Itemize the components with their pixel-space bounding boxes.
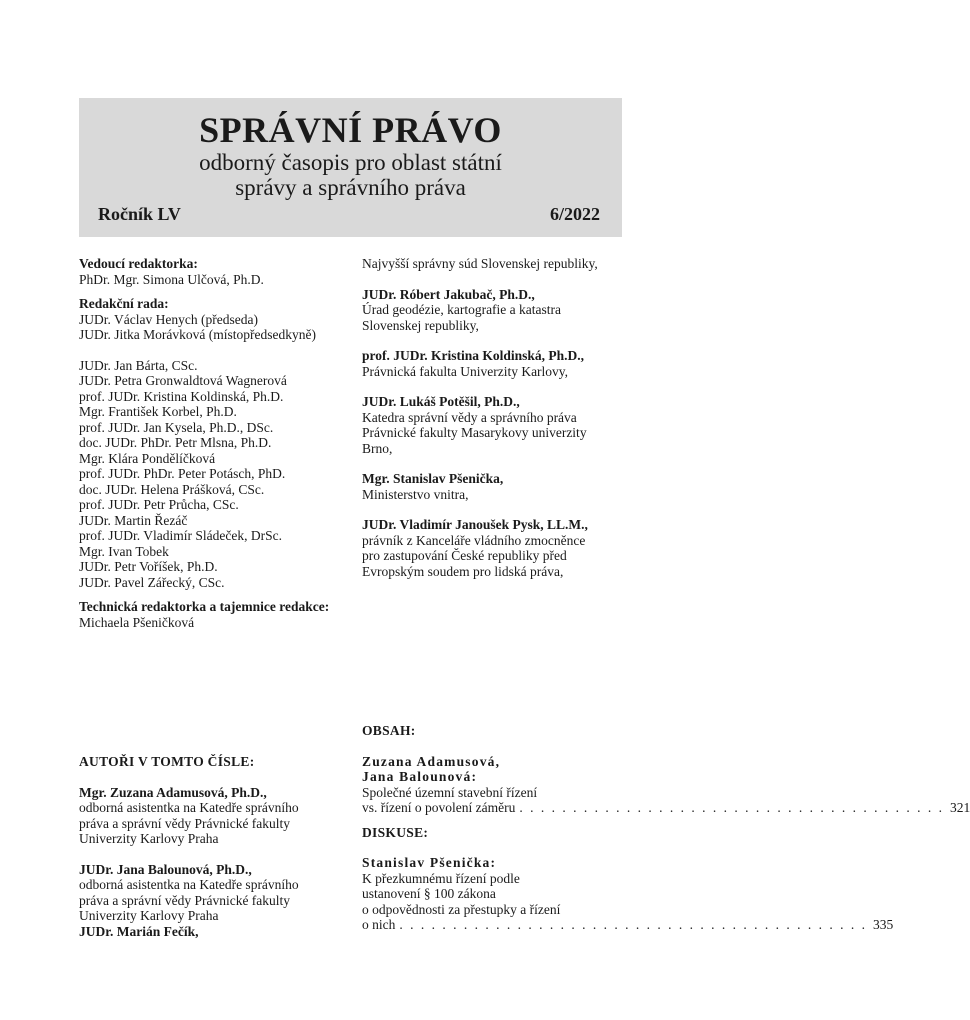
- author-name: JUDr. Jana Balounová, Ph.D.,: [79, 861, 252, 877]
- issue-number: 6/2022: [549, 204, 600, 224]
- leader-dots: . . . . . . . . . . . . . . . . . . . . . . . . . . . . . . . . . . . . . . . .: [519, 800, 944, 815]
- board-member: JUDr. Jan Bárta, CSc.: [79, 357, 198, 373]
- subtitle-line: správy a správního práva: [235, 175, 466, 200]
- board-member: Mgr. Ivan Tobek: [79, 543, 169, 559]
- affiliation-line: Ministerstvo vnitra,: [362, 486, 469, 502]
- journal-title: SPRÁVNÍ PRÁVO: [199, 110, 502, 150]
- volume-label: Ročník LV: [98, 204, 181, 224]
- author-name: Mgr. Zuzana Adamusová, Ph.D.,: [79, 784, 267, 800]
- board-entry-name: Mgr. Stanislav Pšenička,: [362, 471, 504, 486]
- toc-author: Stanislav Pšenička:: [362, 855, 497, 870]
- editorial-board: [79, 256, 349, 630]
- authors-heading: AUTOŘI V TOMTO ČÍSLE:: [79, 754, 255, 769]
- board-member: prof. JUDr. Kristina Koldinská, Ph.D.: [79, 388, 284, 404]
- toc-author: Zuzana Adamusová,: [362, 753, 501, 769]
- board-entry-name: JUDr. Róbert Jakubač, Ph.D.,: [362, 286, 535, 302]
- toc-title-line: o odpovědnosti za přestupky a řízení: [362, 901, 561, 917]
- board-member: prof. JUDr. PhDr. Peter Potásch, PhD.: [79, 466, 286, 481]
- editorial-board-continued: [362, 256, 632, 579]
- toc-author: Jana Balounová:: [362, 769, 478, 784]
- toc-page-number: 335: [873, 917, 894, 932]
- board-member: Mgr. František Korbel, Ph.D.: [79, 404, 237, 419]
- table-of-contents: [362, 723, 970, 933]
- author-affiliation: odborná asistentka na Katedře správního: [79, 800, 299, 815]
- affiliation-line: Úrad geodézie, kartografie a katastra: [362, 302, 562, 317]
- board-member: prof. JUDr. Vladimír Sládeček, DrSc.: [79, 528, 282, 543]
- toc-page-number: 321: [949, 800, 970, 815]
- subtitle-line: odborný časopis pro oblast státní: [199, 150, 502, 175]
- board-member: doc. JUDr. Helena Prášková, CSc.: [79, 481, 265, 497]
- toc-entry-line[interactable]: [362, 800, 970, 816]
- board-member: JUDr. Petra Gronwaldtová Wagnerová: [79, 373, 287, 388]
- affiliation-line: Slovenskej republiky,: [362, 317, 479, 333]
- board-entry-name: JUDr. Lukáš Potěšil, Ph.D.,: [362, 394, 520, 409]
- author-affiliation: odborná asistentka na Katedře správního: [79, 877, 299, 892]
- author-name: JUDr. Marián Fečík,: [79, 923, 199, 939]
- masthead: [79, 98, 622, 237]
- board-member: doc. JUDr. PhDr. Petr Mlsna, Ph.D.: [79, 435, 272, 450]
- council-vice-chair: JUDr. Jitka Morávková (místopředsedkyně): [79, 327, 316, 342]
- author-affiliation: práva a správní vědy Právnické fakulty: [79, 892, 291, 908]
- board-member: prof. JUDr. Petr Průcha, CSc.: [79, 497, 239, 512]
- board-entry-name: JUDr. Vladimír Janoušek Pysk, LL.M.,: [362, 517, 588, 532]
- toc-title-line: K přezkumnému řízení podle: [362, 870, 520, 886]
- author-affiliation: Univerzity Karlovy Praha: [79, 831, 219, 846]
- toc-section-heading: DISKUSE:: [362, 824, 429, 840]
- affiliation-line: pro zastupování České republiky před: [362, 548, 567, 563]
- toc-heading: OBSAH:: [362, 723, 416, 738]
- board-member: JUDr. Petr Voříšek, Ph.D.: [79, 559, 218, 574]
- tech-editor-label: Technická redaktorka a tajemnice redakce:: [79, 599, 330, 614]
- journal-subtitle: [79, 150, 622, 200]
- author-affiliation: Univerzity Karlovy Praha: [79, 908, 219, 923]
- head-editor-label: Vedoucí redaktorka:: [79, 256, 198, 271]
- tech-editor-name: Michaela Pšeničková: [79, 614, 195, 630]
- affiliation-line: Právnické fakulty Masarykovy univerzity: [362, 425, 587, 440]
- council-label: Redakční rada:: [79, 296, 169, 311]
- board-member: JUDr. Pavel Zářecký, CSc.: [79, 574, 225, 590]
- authors-section: [79, 754, 349, 939]
- affiliation-line: Brno,: [362, 440, 393, 456]
- toc-entry-line[interactable]: [362, 917, 894, 933]
- affiliation-line: Najvyšší správny súd Slovenskej republiky,: [362, 256, 598, 271]
- affiliation-line: právník z Kanceláře vládního zmocněnce: [362, 532, 586, 548]
- affiliation-line: Evropským soudem pro lidská práva,: [362, 563, 564, 579]
- head-editor-name: PhDr. Mgr. Simona Ulčová, Ph.D.: [79, 271, 264, 287]
- toc-title-line: Společné územní stavební řízení: [362, 784, 538, 800]
- board-member: JUDr. Martin Řezáč: [79, 512, 188, 528]
- board-member: Mgr. Klára Pondělíčková: [79, 450, 216, 466]
- author-affiliation: práva a správní vědy Právnické fakulty: [79, 815, 291, 831]
- affiliation-line: Právnická fakulta Univerzity Karlovy,: [362, 363, 569, 379]
- affiliation-line: Katedra správní vědy a správního práva: [362, 409, 577, 425]
- toc-title-line: vs. řízení o povolení záměru: [362, 800, 516, 815]
- toc-title-line: ustanovení § 100 zákona: [362, 886, 496, 901]
- board-entry-name: prof. JUDr. Kristina Koldinská, Ph.D.,: [362, 348, 585, 363]
- toc-title-line: o nich: [362, 917, 396, 932]
- leader-dots: . . . . . . . . . . . . . . . . . . . . . . . . . . . . . . . . . . . . . . . . . . . .: [399, 917, 867, 932]
- board-member: prof. JUDr. Jan Kysela, Ph.D., DSc.: [79, 419, 274, 435]
- council-chair: JUDr. Václav Henych (předseda): [79, 311, 258, 327]
